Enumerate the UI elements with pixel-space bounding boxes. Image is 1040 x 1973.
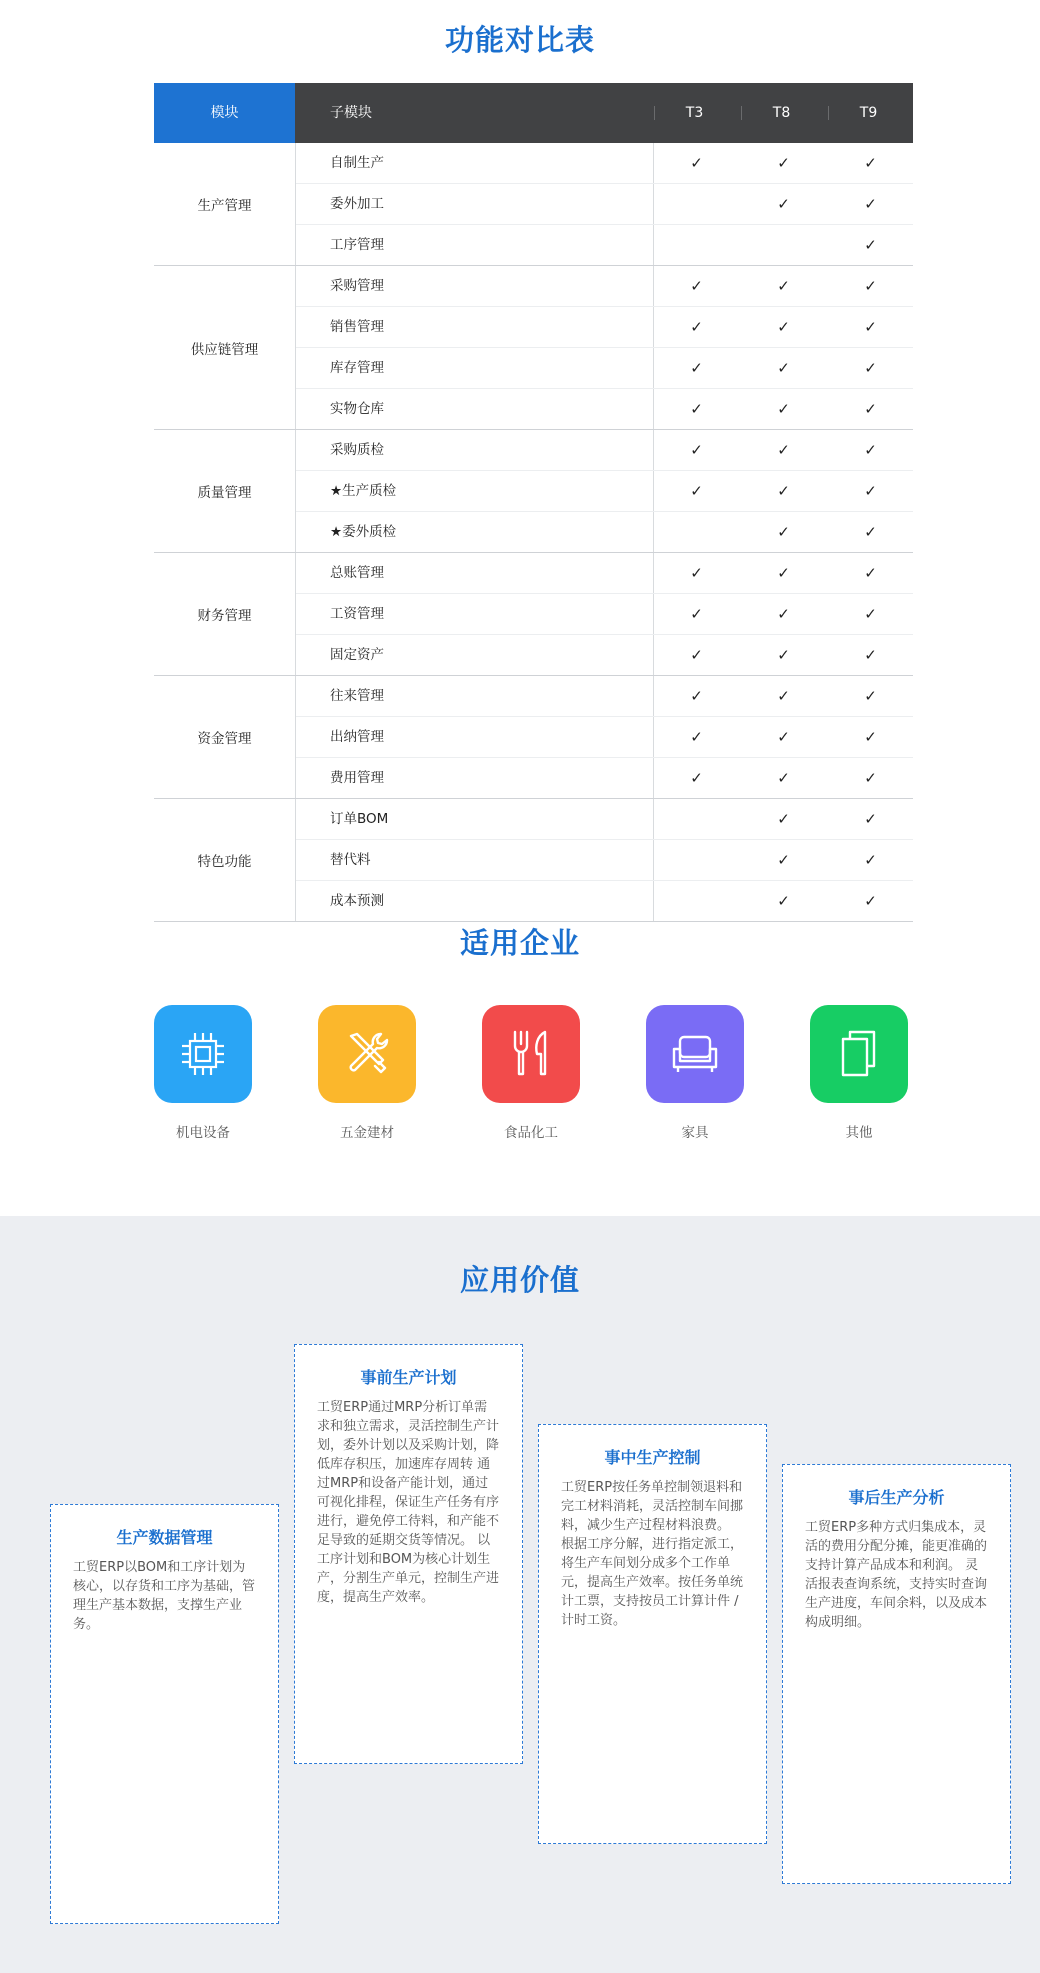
submodule-name: 总账管理	[330, 565, 384, 581]
fork-knife-icon	[482, 1005, 580, 1103]
submodule-name: 委外加工	[330, 196, 384, 212]
check-icon: ✓	[864, 482, 877, 500]
card-body: 工贸ERP多种方式归集成本，灵活的费用分配分摊，能更准确的支持计算产品成本和利润。 灵活报表查询系统，支持实时查询生产进度，车间余料，以及成本构成明细。	[805, 1520, 988, 1630]
table-body	[154, 143, 913, 922]
check-icon: ✓	[777, 728, 790, 746]
check-icon: ✓	[864, 236, 877, 254]
submodule-name: 固定资产	[330, 647, 384, 663]
check-icon: ✓	[864, 154, 877, 172]
check-icon: ✓	[777, 359, 790, 377]
table-row	[296, 307, 913, 348]
check-icon: ✓	[864, 769, 877, 787]
submodule-name: ★委外质检	[330, 524, 397, 540]
table-group	[154, 430, 913, 553]
header-edition-t8: T8	[772, 105, 791, 121]
submodule-name: 替代料	[330, 852, 371, 868]
check-icon: ✓	[777, 400, 790, 418]
card-body: 工贸ERP按任务单控制领退料和完工材料消耗，灵活控制车间挪料，减少生产过程材料浪费。 根据工序分解，进行指定派工，将生产车间划分成多个工作单元，提高生产效率。按任务单统计工票，支持按员工计算计件 / 计时工资。	[561, 1480, 744, 1628]
check-icon: ✓	[690, 564, 703, 582]
submodule-name: 出纳管理	[330, 729, 384, 745]
check-icon: ✓	[777, 154, 790, 172]
check-icon: ✓	[864, 646, 877, 664]
check-icon: ✓	[864, 564, 877, 582]
check-icon: ✓	[777, 482, 790, 500]
check-icon: ✓	[777, 523, 790, 541]
check-icon: ✓	[864, 810, 877, 828]
check-icon: ✓	[777, 605, 790, 623]
pages-icon	[810, 1005, 908, 1103]
industry-label: 其他	[845, 1125, 873, 1141]
header-submodule: 子模块	[330, 105, 372, 121]
check-icon: ✓	[777, 810, 790, 828]
table-row	[296, 635, 913, 675]
value-card-post-analysis	[782, 1464, 1011, 1884]
table-row	[296, 348, 913, 389]
submodule-name: 库存管理	[330, 360, 384, 376]
table-row	[296, 389, 913, 429]
industries-title: 适用企业	[459, 926, 580, 960]
table-group	[154, 553, 913, 676]
check-icon: ✓	[864, 277, 877, 295]
sofa-icon	[646, 1005, 744, 1103]
table-row	[296, 758, 913, 798]
check-icon: ✓	[777, 687, 790, 705]
module-name: 财务管理	[197, 608, 252, 624]
table-row	[296, 225, 913, 265]
card-title: 事中生产控制	[604, 1448, 701, 1467]
module-name: 供应链管理	[190, 341, 259, 358]
check-icon: ✓	[690, 646, 703, 664]
check-icon: ✓	[864, 605, 877, 623]
submodule-name: 往来管理	[330, 688, 384, 704]
comparison-title: 功能对比表	[444, 23, 595, 57]
industry-item[interactable]	[482, 1005, 580, 1141]
check-icon: ✓	[777, 892, 790, 910]
submodule-name: 自制生产	[330, 155, 384, 171]
industry-item[interactable]	[810, 1005, 908, 1141]
card-body: 工贸ERP通过MRP分析订单需求和独立需求，灵活控制生产计划，委外计划以及采购计划，降低库存积压，加速库存周转 通过MRP和设备产能计划，通过可视化排程，保证生产任务有序进行，避免停工待料，和产能不足导致的延期交货等情况。 以工序计划和BOM为核心计划生产，分割生产单元，控制生产进度，提高生产效率。	[317, 1400, 500, 1605]
check-icon: ✓	[777, 769, 790, 787]
check-icon: ✓	[777, 441, 790, 459]
check-icon: ✓	[864, 400, 877, 418]
table-row	[296, 184, 913, 225]
check-icon: ✓	[777, 851, 790, 869]
check-icon: ✓	[777, 646, 790, 664]
check-icon: ✓	[864, 851, 877, 869]
card-title: 事后生产分析	[848, 1488, 945, 1507]
check-icon: ✓	[690, 482, 703, 500]
check-icon: ✓	[864, 359, 877, 377]
module-name: 质量管理	[197, 485, 252, 501]
check-icon: ✓	[690, 400, 703, 418]
check-icon: ✓	[864, 687, 877, 705]
check-icon: ✓	[690, 154, 703, 172]
table-group	[154, 266, 913, 430]
table-row	[296, 430, 913, 471]
value-card-in-process-control	[538, 1424, 767, 1844]
table-header	[154, 83, 913, 143]
table-group	[154, 676, 913, 799]
header-edition-t9: T9	[859, 105, 878, 121]
submodule-name: 采购管理	[330, 278, 384, 294]
industry-item[interactable]	[318, 1005, 416, 1141]
table-row	[296, 143, 913, 184]
industry-item[interactable]	[154, 1005, 252, 1141]
value-card-data-management	[50, 1504, 279, 1924]
check-icon: ✓	[690, 318, 703, 336]
check-icon: ✓	[864, 441, 877, 459]
module-name: 生产管理	[197, 198, 252, 214]
check-icon: ✓	[690, 728, 703, 746]
value-card-pre-planning	[294, 1344, 523, 1764]
check-icon: ✓	[864, 728, 877, 746]
card-title: 事前生产计划	[360, 1368, 457, 1387]
industry-list	[154, 1005, 913, 1145]
industry-label: 食品化工	[504, 1125, 558, 1141]
check-icon: ✓	[864, 892, 877, 910]
industry-label: 家具	[681, 1125, 709, 1141]
module-name: 资金管理	[197, 731, 252, 747]
industry-label: 五金建材	[340, 1125, 394, 1141]
table-row	[296, 553, 913, 594]
submodule-name: 工序管理	[330, 237, 384, 253]
table-row	[296, 471, 913, 512]
table-row	[296, 594, 913, 635]
check-icon: ✓	[864, 318, 877, 336]
table-row	[296, 266, 913, 307]
check-icon: ✓	[864, 523, 877, 541]
table-row	[296, 717, 913, 758]
table-group	[154, 143, 913, 266]
check-icon: ✓	[690, 277, 703, 295]
submodule-name: 成本预测	[330, 893, 384, 909]
comparison-table	[154, 83, 913, 922]
industry-item[interactable]	[646, 1005, 744, 1141]
header-edition-t3: T3	[685, 105, 704, 121]
submodule-name: 订单BOM	[330, 811, 389, 827]
check-icon: ✓	[690, 359, 703, 377]
submodule-name: 实物仓库	[330, 401, 384, 417]
check-icon: ✓	[777, 195, 790, 213]
check-icon: ✓	[690, 769, 703, 787]
check-icon: ✓	[690, 687, 703, 705]
submodule-name: ★生产质检	[330, 483, 397, 499]
tools-icon	[318, 1005, 416, 1103]
table-group	[154, 799, 913, 922]
check-icon: ✓	[690, 605, 703, 623]
table-row	[296, 799, 913, 840]
header-module: 模块	[154, 83, 295, 143]
table-row	[296, 676, 913, 717]
submodule-name: 销售管理	[330, 319, 384, 335]
check-icon: ✓	[690, 441, 703, 459]
check-icon: ✓	[777, 277, 790, 295]
check-icon: ✓	[777, 564, 790, 582]
submodule-name: 采购质检	[330, 442, 384, 458]
card-body: 工贸ERP以BOM和工序计划为核心，以存货和工序为基础，管理生产基本数据，支撑生产业务。	[73, 1560, 256, 1632]
check-icon: ✓	[864, 195, 877, 213]
table-row	[296, 881, 913, 921]
check-icon: ✓	[777, 318, 790, 336]
submodule-name: 费用管理	[330, 770, 384, 786]
submodule-name: 工资管理	[330, 606, 384, 622]
table-row	[296, 840, 913, 881]
module-name: 特色功能	[197, 854, 252, 870]
value-title: 应用价值	[459, 1263, 580, 1297]
table-row	[296, 512, 913, 552]
card-title: 生产数据管理	[116, 1528, 213, 1547]
industry-label: 机电设备	[176, 1125, 230, 1141]
chip-icon	[154, 1005, 252, 1103]
